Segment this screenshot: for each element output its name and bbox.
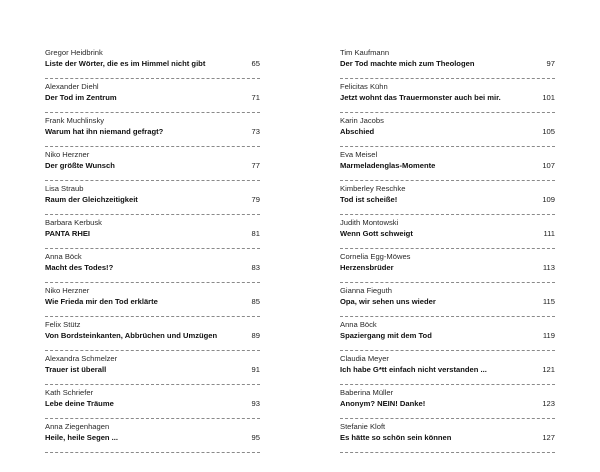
entry-title: Warum hat ihn niemand gefragt?	[45, 127, 164, 136]
entry-title: Herzensbrüder	[340, 263, 394, 272]
toc-entry	[340, 385, 555, 419]
entry-page-number: 119	[542, 331, 555, 340]
entry-author: Tim Kaufmann	[340, 48, 390, 57]
entry-author: Gianna Fieguth	[340, 286, 392, 295]
entry-author: Claudia Meyer	[340, 354, 389, 363]
toc-entry	[45, 45, 260, 79]
entry-author: Niko Herzner	[45, 150, 90, 159]
entry-title: Der Tod machte mich zum Theologen	[340, 59, 475, 68]
entry-page-number: 73	[251, 127, 260, 136]
entry-page-number: 123	[542, 399, 555, 408]
entry-author: Stefanie Kloft	[340, 422, 386, 431]
entry-author: Kimberley Reschke	[340, 184, 406, 193]
entry-author: Cornelia Egg-Möwes	[340, 252, 411, 261]
entry-title: Der Tod im Zentrum	[45, 93, 117, 102]
entry-title: Jetzt wohnt das Trauermonster auch bei mir.	[340, 93, 501, 102]
entry-author: Felicitas Kühn	[340, 82, 388, 91]
toc-entry	[45, 283, 260, 317]
entry-title: Von Bordsteinkanten, Abbrüchen und Umzügen	[45, 331, 218, 340]
entry-title: Opa, wir sehen uns wieder	[340, 297, 436, 306]
entry-author: Alexander Diehl	[45, 82, 99, 91]
entry-page-number: 105	[542, 127, 555, 136]
entry-page-number: 97	[546, 59, 555, 68]
entry-page-number: 71	[251, 93, 260, 102]
entry-page-number: 115	[542, 297, 555, 306]
entry-title: Tod ist scheiße!	[340, 195, 398, 204]
entry-title: Trauer ist überall	[45, 365, 107, 374]
entry-title: PANTA RHEI	[45, 229, 90, 238]
toc-left-column	[45, 45, 260, 453]
entry-author: Judith Montowski	[340, 218, 399, 227]
toc-entry	[45, 215, 260, 249]
entry-title: Der größte Wunsch	[45, 161, 115, 170]
toc-entry	[45, 181, 260, 215]
toc-entry	[45, 147, 260, 181]
entry-title: Anonym? NEIN! Danke!	[340, 399, 426, 408]
toc-entry	[340, 215, 555, 249]
entry-author: Baberina Müller	[340, 388, 394, 397]
toc-entry	[45, 317, 260, 351]
entry-author: Kath Schriefer	[45, 388, 94, 397]
entry-page-number: 93	[251, 399, 260, 408]
entry-title: Ich habe G*tt einfach nicht verstanden ...	[340, 365, 487, 374]
toc-entry	[340, 147, 555, 181]
toc-entry	[340, 317, 555, 351]
entry-title: Macht des Todes!?	[45, 263, 114, 272]
entry-title: Lebe deine Träume	[45, 399, 114, 408]
entry-page-number: 127	[542, 433, 555, 442]
toc-entry	[45, 113, 260, 147]
toc-entry	[340, 181, 555, 215]
toc-right-column	[340, 45, 555, 453]
toc-entry	[45, 385, 260, 419]
entry-page-number: 91	[251, 365, 260, 374]
toc-entry	[45, 351, 260, 385]
toc-entry	[340, 351, 555, 385]
entry-page-number: 95	[251, 433, 260, 442]
entry-page-number: 81	[251, 229, 260, 238]
entry-title: Wenn Gott schweigt	[340, 229, 413, 238]
entry-page-number: 107	[542, 161, 555, 170]
entry-page-number: 77	[251, 161, 260, 170]
entry-author: Karin Jacobs	[340, 116, 384, 125]
entry-title: Spaziergang mit dem Tod	[340, 331, 432, 340]
entry-author: Anna Böck	[340, 320, 377, 329]
entry-page-number: 113	[542, 263, 555, 272]
entry-author: Anna Ziegenhagen	[45, 422, 110, 431]
entry-page-number: 121	[542, 365, 555, 374]
entry-author: Anna Böck	[45, 252, 82, 261]
entry-page-number: 89	[251, 331, 260, 340]
entry-page-number: 101	[542, 93, 555, 102]
entry-author: Barbara Kerbusk	[45, 218, 102, 227]
entry-author: Felix Stütz	[45, 320, 81, 329]
entry-author: Frank Muchlinsky	[45, 116, 105, 125]
entry-page-number: 111	[543, 229, 555, 238]
toc-entry	[45, 419, 260, 453]
entry-author: Niko Herzner	[45, 286, 90, 295]
toc-entry	[45, 79, 260, 113]
toc-entry	[340, 249, 555, 283]
toc-entry	[45, 249, 260, 283]
entry-author: Lisa Straub	[45, 184, 84, 193]
entry-title: Abschied	[340, 127, 375, 136]
toc-entry	[340, 45, 555, 79]
entry-page-number: 83	[251, 263, 260, 272]
entry-author: Eva Meisel	[340, 150, 378, 159]
entry-title: Wie Frieda mir den Tod erklärte	[45, 297, 158, 306]
entry-title: Raum der Gleichzeitigkeit	[45, 195, 138, 204]
entry-page-number: 85	[251, 297, 260, 306]
entry-title: Heile, heile Segen ...	[45, 433, 119, 442]
entry-title: Liste der Wörter, die es im Himmel nicht gibt	[45, 59, 206, 68]
entry-title: Es hätte so schön sein können	[340, 433, 452, 442]
entry-author: Gregor Heidbrink	[45, 48, 103, 57]
entry-page-number: 109	[542, 195, 555, 204]
entry-author: Alexandra Schmelzer	[45, 354, 118, 363]
toc-entry	[340, 79, 555, 113]
toc-entry	[340, 283, 555, 317]
entry-page-number: 65	[251, 59, 260, 68]
entry-title: Marmeladenglas-Momente	[340, 161, 436, 170]
toc-entry	[340, 113, 555, 147]
entry-page-number: 79	[251, 195, 260, 204]
toc-entry	[340, 419, 555, 453]
